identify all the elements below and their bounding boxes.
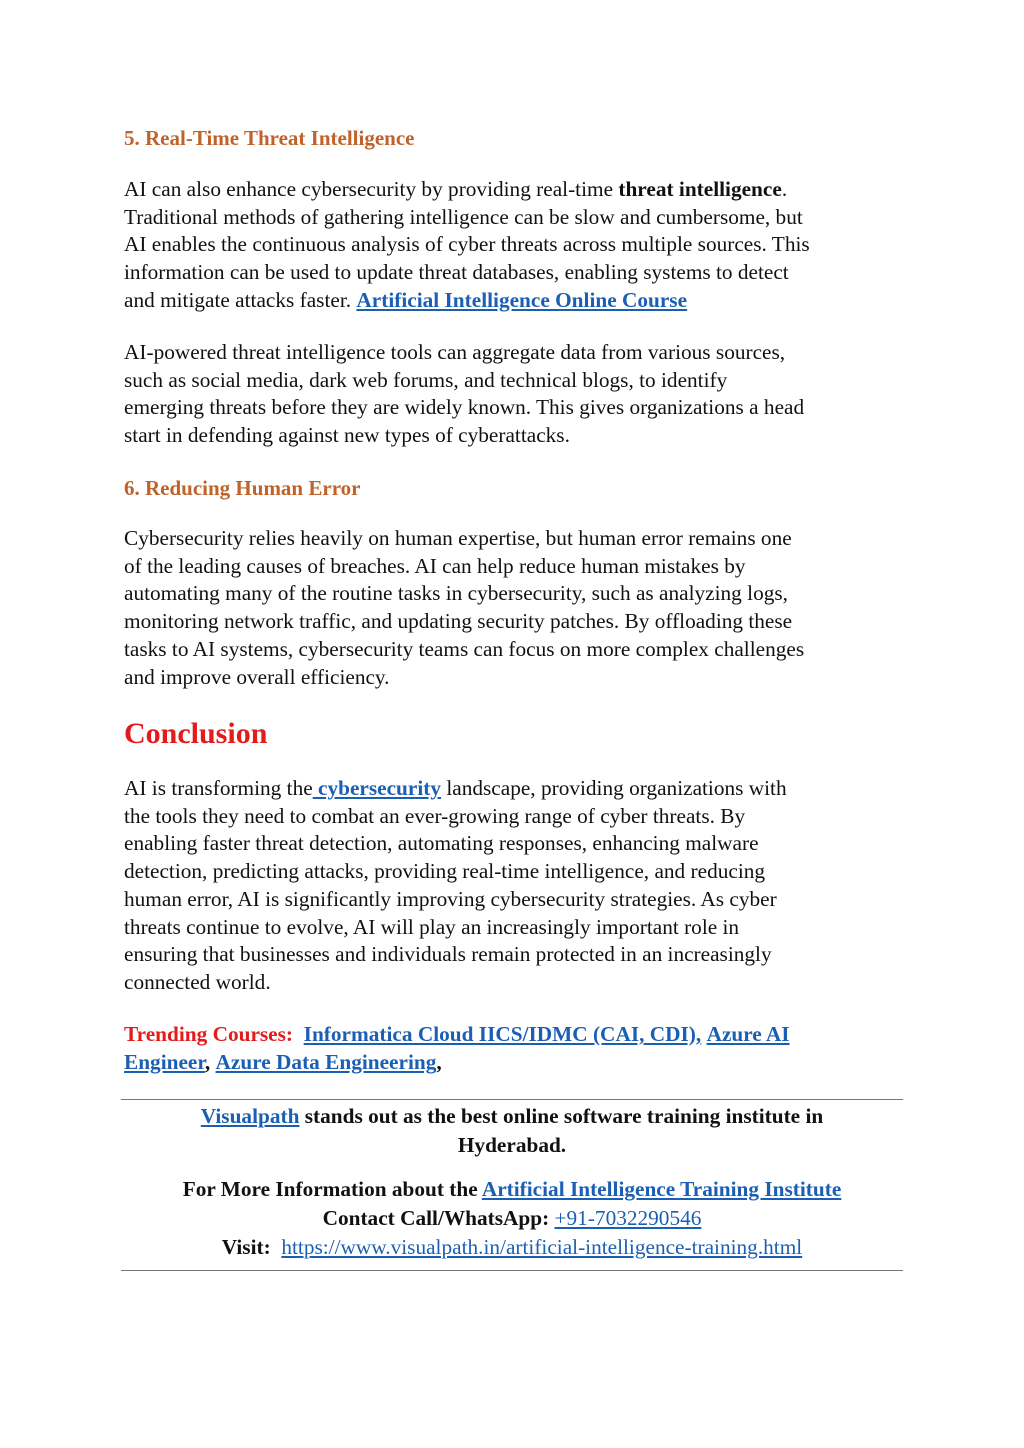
text-line (121, 1233, 903, 1262)
visit-label: Visit: (221, 1235, 271, 1259)
ai-training-institute-link[interactable]: Artificial Intelligence Training Institute (481, 1177, 842, 1201)
section-5-heading: 5. Real-Time Threat Intelligence (124, 126, 415, 150)
text-span: landscape, providing organizations with (441, 776, 787, 800)
text-line (124, 176, 914, 204)
azure-data-engineering-link[interactable]: Azure Data Engineering (215, 1049, 437, 1074)
azure-ai-engineer-link-cont[interactable]: Engineer (124, 1049, 205, 1074)
separator-comma: , (204, 1049, 211, 1074)
text-span: . (781, 177, 788, 201)
visualpath-link[interactable]: Visualpath (200, 1104, 300, 1128)
text-line: and improve overall efficiency. (124, 664, 390, 689)
section-5-paragraph-1 (124, 176, 914, 315)
text-line: AI-powered threat intelligence tools can aggregate data from various sources, (124, 340, 786, 364)
ai-online-course-link[interactable]: Artificial Intelligence Online Course (356, 287, 688, 312)
text-line: information can be used to update threat databases, enabling systems to detect (124, 260, 789, 285)
text-line: of the leading causes of breaches. AI can help reduce human mistakes by (124, 553, 746, 578)
website-url-link[interactable]: https://www.visualpath.in/artificial-intelligence-training.html (281, 1235, 803, 1259)
section-6-heading: 6. Reducing Human Error (124, 476, 361, 500)
contact-label: Contact Call/WhatsApp: (322, 1206, 555, 1230)
text-line: human error, AI is significantly improving cybersecurity strategies. As cyber (124, 886, 777, 911)
text-line: monitoring network traffic, and updating security patches. By offloading these (124, 609, 793, 634)
text-line: connected world. (124, 969, 271, 994)
text-span: For More Information about the (182, 1177, 482, 1201)
text-line: detection, predicting attacks, providing real-time intelligence, and reducing (124, 859, 766, 884)
footer-top-divider (121, 1099, 903, 1100)
text-line: such as social media, dark web forums, and technical blogs, to identify (124, 367, 728, 392)
text-span: AI is transforming the (124, 776, 313, 800)
informatica-course-link[interactable]: Informatica Cloud IICS/IDMC (CAI, CDI), (303, 1022, 702, 1046)
text-line: start in defending against new types of cyberattacks. (124, 423, 570, 448)
text-line: ensuring that businesses and individuals remain protected in an increasingly (124, 942, 772, 967)
separator-comma: , (436, 1049, 442, 1074)
text-line: emerging threats before they are widely known. This gives organizations a head (124, 395, 805, 420)
text-span: AI can also enhance cybersecurity by providing real-time (124, 177, 619, 201)
text-line: Hyderabad. (457, 1133, 567, 1157)
text-line: enabling faster threat detection, automating responses, enhancing malware (124, 831, 759, 856)
text-line (124, 1049, 914, 1077)
text-line: Cybersecurity relies heavily on human expertise, but human error remains one (124, 526, 792, 550)
section-6-paragraph (124, 525, 914, 691)
text-line (121, 1175, 903, 1204)
text-line: automating many of the routine tasks in cybersecurity, such as analyzing logs, (124, 581, 788, 606)
text-span: stands out as the best online software training institute in (299, 1104, 824, 1128)
trending-courses-label: Trending Courses: (124, 1022, 294, 1046)
footer-bottom-divider (121, 1270, 903, 1271)
text-line (124, 775, 914, 803)
conclusion-paragraph (124, 775, 914, 997)
text-line: AI enables the continuous analysis of cyber threats across multiple sources. This (124, 232, 810, 257)
text-line (121, 1204, 903, 1233)
cybersecurity-link[interactable]: cybersecurity (312, 776, 442, 800)
text-line (124, 1021, 914, 1049)
text-line (121, 1102, 903, 1131)
text-line: Traditional methods of gathering intelligence can be slow and cumbersome, but (124, 204, 803, 229)
text-line (124, 287, 914, 315)
threat-intelligence-bold: threat intelligence (618, 177, 782, 201)
text-line: the tools they need to combat an ever-growing range of cyber threats. By (124, 803, 746, 828)
conclusion-heading: Conclusion (124, 717, 268, 750)
azure-ai-engineer-link[interactable]: Azure AI (706, 1022, 790, 1046)
text-span: and mitigate attacks faster. (124, 287, 357, 312)
text-line: threats continue to evolve, AI will play an increasingly important role in (124, 914, 740, 939)
footer-block (121, 1102, 903, 1262)
trending-courses (124, 1021, 914, 1076)
phone-link[interactable]: +91-7032290546 (554, 1206, 702, 1230)
text-line: tasks to AI systems, cybersecurity teams can focus on more complex challenges (124, 636, 805, 661)
section-5-paragraph-2 (124, 339, 914, 450)
